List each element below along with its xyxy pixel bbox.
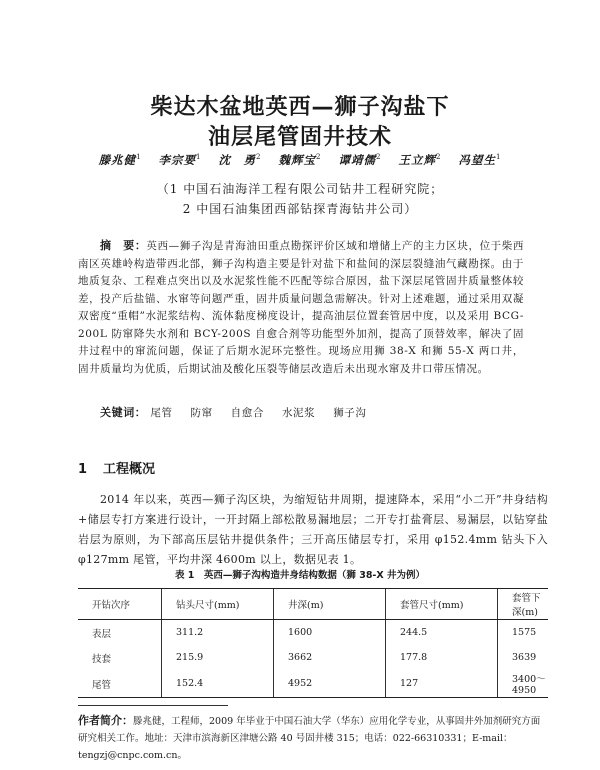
footnote-divider	[78, 705, 228, 706]
abstract	[78, 237, 524, 378]
keyword: 水泥浆	[281, 407, 316, 419]
table-header-cell: 开钻次序	[78, 589, 162, 620]
author-list	[0, 152, 600, 168]
section-heading	[78, 458, 171, 477]
keywords	[100, 404, 381, 420]
table-header-row	[78, 589, 548, 620]
table-cell: 3400～4950	[498, 670, 549, 698]
abstract-text: 英西—狮子沟是青海油田重点勘探评价区域和增储上产的主力区块，位于柴西南区英雄岭构造带西北部，狮子沟构造主要是针对盐下和盐间的深层裂缝油气藏勘探。由于地质复杂、工程难点突出以及水泥浆性能不匹配等综合原因，盐下深层尾管固井质量整体较差，投产后盐锚、水窜等问题严重，固井质量问题急需解决。针对上述难题，通过采用双凝双密度“重帽”水泥浆结构、流体黏度梯度设计，提高油层位置套管居中度，以及采用 BCG-200L 防窜降失水剂和 BCY-200S 自愈合剂等功能型外加剂，提高了顶替效率，解决了固井过程中的窜流问题，保证了后期水泥环完整性。现场应用狮 38-X 和狮 55-X 两口井，固井质量均为优质，后期试油及酸化压裂等储层改造后未出现水窜及井口带压情况。	[78, 240, 524, 375]
author: 沈 勇$^2$	[218, 153, 262, 167]
table-header-cell: 钻头尺寸(mm)	[162, 589, 274, 620]
table-cell: 311.2	[162, 620, 274, 646]
keywords-label: 关键词：	[100, 406, 147, 419]
author: 谭靖儒$^2$	[338, 153, 382, 167]
author: 王立辉$^2$	[398, 153, 442, 167]
affiliation-line-1: （1 中国石油海洋工程有限公司钻井工程研究院；	[156, 182, 444, 196]
paper-title-line-2: 油层尾管固井技术	[207, 125, 392, 150]
table-cell: 3639	[498, 645, 549, 670]
table-cell: 152.4	[162, 670, 274, 698]
footnote-text: 滕兆健，工程师，2009 年毕业于中国石油大学（华东）应用化学专业，从事固井外加剂研究方面研究相关工作。地址：天津市滨海新区津塘公路 40 号固井楼 315；电话：022-66310331；E-mail：tengzj@cnpc.com.cn。	[78, 716, 541, 761]
table-cell: 177.8	[386, 645, 498, 670]
table-row	[78, 620, 548, 646]
table-caption: 表 1 英西—狮子沟构造井身结构数据（狮 38-X 井为例）	[174, 570, 426, 581]
footnote-label: 作者简介：	[78, 714, 133, 727]
paper-title-line-1: 柴达木盆地英西—狮子沟盐下	[150, 95, 450, 120]
table-cell: 技套	[92, 653, 112, 665]
table-cell: 3662	[274, 645, 386, 670]
table-cell: 表层	[92, 628, 112, 640]
abstract-label: 摘 要：	[100, 239, 147, 252]
table-cell: 1600	[274, 620, 386, 646]
author: 魏辉宝$^2$	[278, 153, 322, 167]
table-cell: 244.5	[386, 620, 498, 646]
keyword: 自愈合	[230, 407, 264, 419]
table-cell: 215.9	[162, 645, 274, 670]
author: 滕兆健$^1$	[98, 153, 142, 167]
well-structure-table	[78, 588, 548, 698]
keyword: 防窜	[190, 407, 213, 419]
table-cell: 1575	[498, 620, 549, 646]
author: 冯望生$^1$	[458, 153, 502, 167]
author-footnote	[78, 712, 548, 764]
section-number: 1	[78, 462, 88, 477]
section-paragraph: 2014 年以来，英西—狮子沟区块，为缩短钻井周期，提速降本，采用“小二开”井身结构+储层专打方案进行设计，一开封隔上部松散易漏地层；二开专打盐膏层、易漏层，以钻穿盐岩层为原则，为下部高压层钻井提供条件；三开高压储层专打，采用 φ152.4mm 钻头下入 φ127mm 尾管，平均井深 4600m 以上，数据见表 1。	[78, 493, 548, 566]
table-cell: 尾管	[78, 670, 162, 698]
section-title: 工程概况	[103, 462, 156, 477]
table-row	[78, 670, 548, 698]
table-header-cell: 井深(m)	[274, 589, 386, 620]
table-row	[78, 645, 548, 670]
table-header-cell: 套管下深(m)	[498, 589, 549, 620]
table-cell: 127	[386, 670, 498, 698]
keyword: 尾管	[150, 407, 173, 419]
affiliation-line-2: 2 中国石油集团西部钻探青海钻井公司）	[182, 202, 418, 216]
author: 李宗要$^1$	[158, 153, 202, 167]
table-cell: 4952	[274, 670, 386, 698]
table-header-cell: 套管尺寸(mm)	[386, 589, 498, 620]
keyword: 狮子沟	[333, 407, 367, 419]
